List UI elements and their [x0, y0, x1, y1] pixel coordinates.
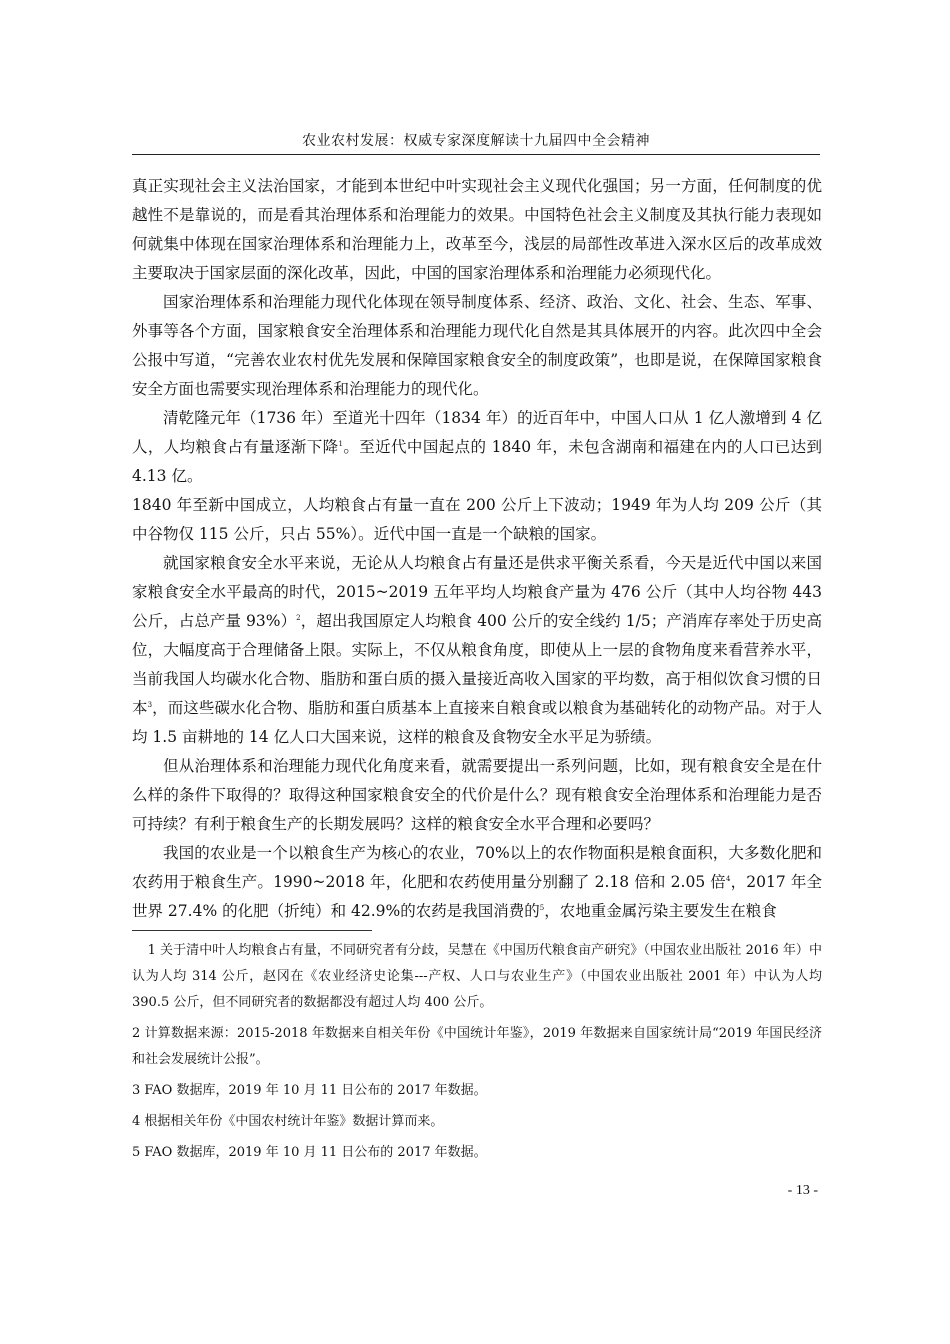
header-rule: [132, 154, 820, 155]
paragraph-text: ，而这些碳水化合物、脂肪和蛋白质基本上直接来自粮食或以粮食为基础转化的动物产品。对于人均 1.5 亩耕地的 14 亿人口大国来说，这样的粮食及食物安全水平足为骄绩。: [132, 699, 822, 746]
footnotes: [132, 938, 822, 1171]
paragraph: 1840 年至新中国成立，人均粮食占有量一直在 200 公斤上下波动；1949 年为人均 209 公斤（其中谷物仅 115 公斤，只占 55%）。近代中国一直是一个缺粮的国家。: [132, 496, 822, 543]
paragraph-text: ，超出我国原定人均粮食 400 公斤的安全线约 1/5；产消库存率处于历史高位，大幅度高于合理储备上限。实际上，不仅从粮食角度，即使从上一层的食物角度来看营养水平，当前我国人均碳水化合物、脂肪和蛋白质的摄入量接近高收入国家的平均数，高于相似饮食习惯的日本: [132, 612, 822, 717]
footnote: 5 FAO 数据库，2019 年 10 月 11 日公布的 2017 年数据。: [132, 1145, 487, 1160]
footnote-ref[interactable]: 3: [147, 701, 153, 709]
paragraph-text: 清乾隆元年（1736 年）至道光十四年（1834 年）的近百年中，中国人口从 1 亿人激增到 4 亿人，人均粮食占有量逐渐下降: [132, 409, 822, 456]
paragraph: 真正实现社会主义法治国家，才能到本世纪中叶实现社会主义现代化强国；另一方面，任何制度的优越性不是靠说的，而是看其治理体系和治理能力的效果。中国特色社会主义制度及其执行能力表现如何就集中体现在国家治理体系和治理能力上，改革至今，浅层的局部性改革进入深水区后的改革成效主要取决于国家层面的深化改革，因此，中国的国家治理体系和治理能力必须现代化。: [132, 177, 822, 282]
paragraph: [132, 404, 822, 491]
running-header: 农业农村发展：权威专家深度解读十九届四中全会精神: [302, 133, 650, 149]
paragraph: [132, 549, 822, 752]
footnote-ref[interactable]: 1: [338, 440, 343, 448]
paragraph: 国家治理体系和治理能力现代化体现在领导制度体系、经济、政治、文化、社会、生态、军事、外事等各个方面，国家粮食安全治理体系和治理能力现代化自然是其具体展开的内容。此次四中全会公报中写道，“完善农业农村优先发展和保障国家粮食安全的制度政策”，也即是说，在保障国家粮食安全方面也需要实现治理体系和治理能力的现代化。: [132, 293, 822, 398]
body-text: [132, 172, 822, 926]
footnote: 4 根据相关年份《中国农村统计年鉴》数据计算而来。: [132, 1114, 444, 1129]
paragraph-text: 我国的农业是一个以粮食生产为核心的农业，70%以上的农作物面积是粮食面积，大多数化肥和农药用于粮食生产。1990~2018 年，化肥和农药使用量分别翻了 2.18 倍和 2.05 倍: [132, 844, 822, 891]
footnote-ref[interactable]: 4: [725, 875, 731, 883]
paragraph-text: ，2017 年全世界 27.4% 的化肥（折纯）和 42.9%的农药是我国消费的: [132, 873, 822, 920]
paragraph-text: 就国家粮食安全水平来说，无论从人均粮食占有量还是供求平衡关系看，今天是近代中国以来国家粮食安全水平最高的时代，2015~2019 五年平均人均粮食产量为 476 公斤（其中人均谷物 443 公斤，占总产量 93%）: [132, 554, 822, 630]
footnote: 1 关于清中叶人均粮食占有量，不同研究者有分歧，吴慧在《中国历代粮食亩产研究》（中国农业出版社 2016 年）中认为人均 314 公斤，赵冈在《农业经济史论集---产权、人口与农业生产》（中国农业出版社 2001 年）中认为人均 390.5 公斤，但不同研究者的数据都没有超过人均 400 公斤。: [132, 943, 822, 1010]
paragraph: 但从治理体系和治理能力现代化角度来看，就需要提出一系列问题，比如，现有粮食安全是在什么样的条件下取得的？取得这种国家粮食安全的代价是什么？现有粮食安全治理体系和治理能力是否可持续？有利于粮食生产的长期发展吗？这样的粮食安全水平合理和必要吗？: [132, 757, 822, 833]
paragraph: [132, 839, 822, 926]
footnote-separator: [132, 930, 372, 931]
footnote: 3 FAO 数据库，2019 年 10 月 11 日公布的 2017 年数据。: [132, 1083, 487, 1098]
paragraph-text: ，农地重金属污染主要发生在粮食: [544, 902, 777, 920]
page-number: - 13 -: [787, 1183, 818, 1198]
paragraph-text: 。至近代中国起点的 1840 年，未包含湖南和福建在内的人口已达到 4.13 亿。: [132, 438, 822, 485]
footnote-ref[interactable]: 5: [539, 904, 545, 912]
footnote-ref[interactable]: 2: [296, 614, 301, 622]
footnote: 2 计算数据来源：2015-2018 年数据来自相关年份《中国统计年鉴》，2019 年数据来自国家统计局“2019 年国民经济和社会发展统计公报”。: [132, 1026, 822, 1067]
